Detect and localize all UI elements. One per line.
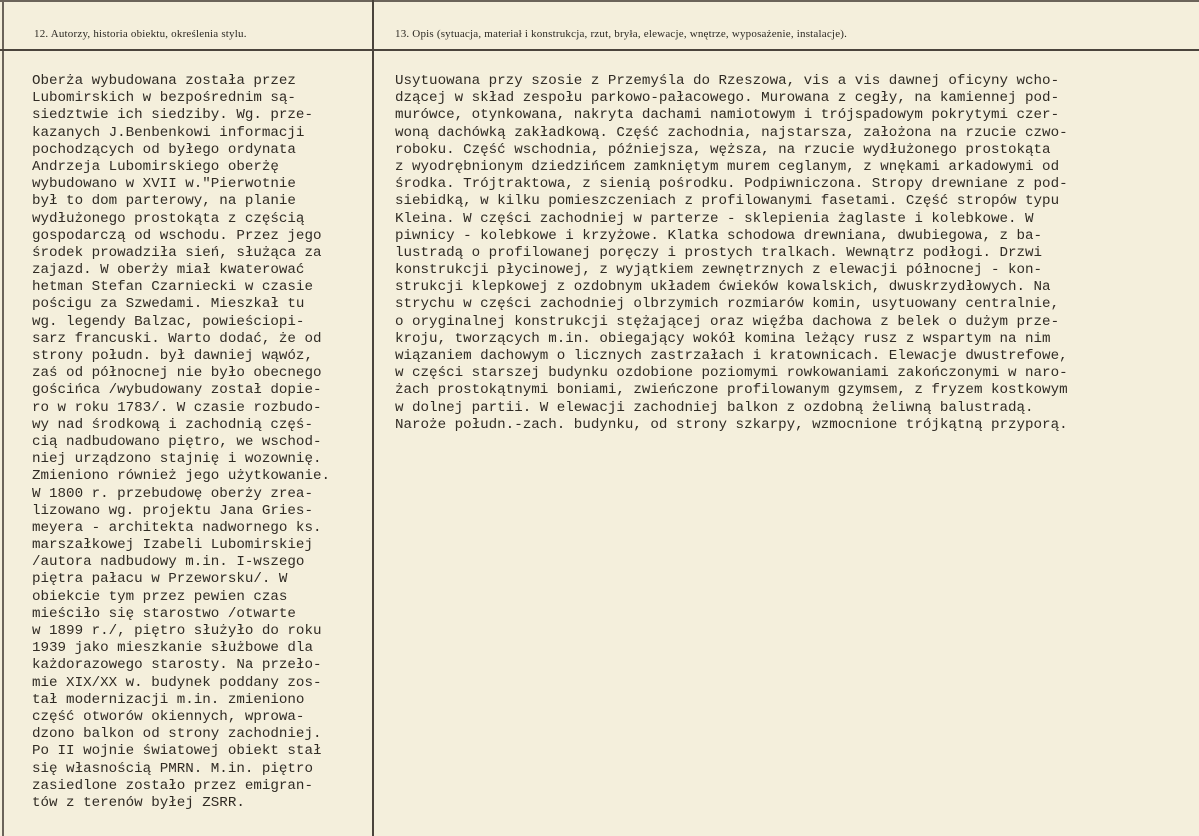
history-text-line: marszałkowej Izabeli Lubomirskiej <box>32 537 313 554</box>
description-text-line: strukcji klepkowej z ozdobnym układem ćwieków kowalskich, dwuskrzydłowych. Na <box>395 279 1051 296</box>
description-text-line: środka. Trójtraktowa, z sienią pośrodku. Podpiwniczona. Stropy drewniane z pod- <box>395 176 1068 193</box>
history-text-line: zaś od północnej nie było obecnego <box>32 365 322 382</box>
history-text-line: w 1899 r./, piętro służyło do roku <box>32 623 322 639</box>
history-text-line: siedztwie ich siedziby. Wg. prze- <box>32 107 313 124</box>
history-text-line: Andrzeja Lubomirskiego oberżę <box>32 158 279 175</box>
history-text-line: środek prowadziła sień, służąca za <box>32 244 322 261</box>
history-text-line: Lubomirskich w bezpośrednim są- <box>32 90 296 107</box>
description-text-line: siebidką, w kilku pomieszczeniach z profilowanymi fasetami. Część stropów typu <box>395 193 1060 210</box>
left-border-line <box>2 0 4 836</box>
description-text-line: murówce, otynkowana, nakryta dachami namiotowym i trójspadowym pokrytymi czer- <box>395 107 1060 124</box>
history-text-line: kazanych J.Benbenkowi informacji <box>32 124 305 141</box>
description-text-line: w dolnej partii. W elewacji zachodniej balkon z ozdobną żeliwną balustradą. <box>395 399 1034 416</box>
history-text-line: gospodarczą od wschodu. Przez jego <box>32 227 322 244</box>
description-text-line: konstrukcji płycinowej, z wyjątkiem zewnętrznych z elewacji północnej - kon- <box>395 262 1043 279</box>
description-text-column <box>395 73 1195 434</box>
column-divider-line <box>372 0 374 836</box>
history-text-line: dzono balkon od strony zachodniej. <box>32 726 322 743</box>
description-text-line: Naroże połudn.-zach. budynku, od strony szkarpy, wzmocnione trójkątną przyporą. <box>395 416 1068 433</box>
description-text-line: o oryginalnej konstrukcji stężającej oraz więźba dachowa z belek o dużym prze- <box>395 313 1060 330</box>
description-text-line: dzącej w skład zespołu parkowo-pałacowego. Murowana z cegły, na kamiennej pod- <box>395 90 1060 107</box>
history-text-line: tów z terenów byłej ZSRR. <box>32 794 245 811</box>
history-text-line: wybudowano w XVII w."Pierwotnie <box>32 176 296 193</box>
history-text-line: był to dom parterowy, na planie <box>32 193 296 210</box>
description-text-line: w części starszej budynku ozdobione poziomymi rowkowaniami zakończonymi w naro- <box>395 365 1068 382</box>
history-text-line: Zmieniono również jego użytkowanie. <box>32 468 330 485</box>
description-text-line: strychu w części zachodniej olbrzymich rozmiarów komin, usytuowany centralnie, <box>395 296 1060 313</box>
history-text-line: lizowano wg. projektu Jana Gries- <box>32 502 313 519</box>
history-text-line: cią nadbudowano piętro, we wschod- <box>32 433 322 450</box>
history-text-line: każdorazowego starosty. Na przeło- <box>32 657 322 674</box>
history-text-line: piętra pałacu w Przeworsku/. W <box>32 571 288 588</box>
top-border-line <box>0 0 1199 2</box>
description-text-line: kroju, tworzących m.in. obiegający wokół komina leżący rusz z wspartym na nim <box>395 330 1051 347</box>
history-text-line: się własnością PMRN. M.in. piętro <box>32 760 313 777</box>
description-text-line: z wyodrębnionym dziedzińcem zamkniętym murem ceglanym, z wnękami arkadowymi od <box>395 158 1060 175</box>
description-text-line: żach prostokątnymi boniami, zwieńczone profilowanym gzymsem, z fryzem kostkowym <box>395 382 1068 399</box>
history-text-line: W 1800 r. przebudowę oberży zrea- <box>32 485 313 502</box>
history-text-line: ro w roku 1783/. W czasie rozbudo- <box>32 399 322 416</box>
history-text-line: gościńca /wybudowany został dopie- <box>32 382 322 399</box>
history-text-line: zajazd. W oberży miał kwaterować <box>32 262 305 279</box>
history-text-line: Oberża wybudowana została przez <box>32 73 296 89</box>
history-text-column <box>32 73 368 812</box>
description-text-line: Kleina. W części zachodniej w parterze - sklepienia żaglaste i kolebkowe. W <box>395 210 1034 227</box>
history-text-line: mie XIX/XX w. budynek poddany zos- <box>32 674 322 691</box>
description-text-line: woną dachówką zakładkową. Część zachodnia, najstarsza, założona na rzucie czwo- <box>395 124 1068 141</box>
history-text-line: część otworów okiennych, wprowa- <box>32 708 305 725</box>
section-12-heading: 12. Autorzy, historia obiektu, określenia stylu. <box>34 28 247 40</box>
history-text-line: meyera - architekta nadwornego ks. <box>32 519 322 536</box>
header-divider-line <box>0 49 1199 51</box>
description-text-line: roboku. Część wschodnia, późniejsza, węższa, na rzucie wydłużonego prostokąta <box>395 141 1051 158</box>
history-text-line: wg. legendy Balzac, powieściopi- <box>32 313 305 330</box>
history-text-line: niej urządzono stajnię i wozownię. <box>32 451 322 468</box>
description-text-line: Usytuowana przy szosie z Przemyśla do Rzeszowa, vis a vis dawnej oficyny wcho- <box>395 73 1060 89</box>
history-text-line: strony połudn. był dawniej wąwóz, <box>32 348 313 364</box>
description-text-line: piwnicy - kolebkowe i krzyżowe. Klatka schodowa drewniana, dwubiegowa, z ba- <box>395 227 1043 244</box>
history-text-line: mieściło się starostwo /otwarte <box>32 605 296 622</box>
history-text-line: 1939 jako mieszkanie służbowe dla <box>32 640 313 657</box>
history-text-line: tał modernizacji m.in. zmieniono <box>32 691 305 708</box>
history-text-line: pochodzących od byłego ordynata <box>32 141 296 158</box>
description-text-line: wiązaniem dachowym o licznych zastrzałach i kratownicach. Elewacje dwustrefowe, <box>395 348 1068 364</box>
history-text-line: wydłużonego prostokąta z częścią <box>32 210 305 227</box>
history-text-line: /autora nadbudowy m.in. I-wszego <box>32 554 305 571</box>
section-13-heading: 13. Opis (sytuacja, materiał i konstrukcja, rzut, bryła, elewacje, wnętrze, wyposażenie, instalacje). <box>395 28 848 40</box>
description-text-line: lustradą o profilowanej poręczy i prostych tralkach. Wewnątrz podłogi. Drzwi <box>395 244 1043 261</box>
history-text-line: hetman Stefan Czarniecki w czasie <box>32 279 313 296</box>
history-text-line: Po II wojnie światowej obiekt stał <box>32 743 322 760</box>
history-text-line: sarz francuski. Warto dodać, że od <box>32 330 322 347</box>
history-text-line: obiekcie tym przez pewien czas <box>32 588 288 605</box>
history-text-line: pościgu za Szwedami. Mieszkał tu <box>32 296 305 313</box>
history-text-line: wy nad środkową i zachodnią częś- <box>32 416 313 433</box>
history-text-line: zasiedlone zostało przez emigran- <box>32 777 313 794</box>
